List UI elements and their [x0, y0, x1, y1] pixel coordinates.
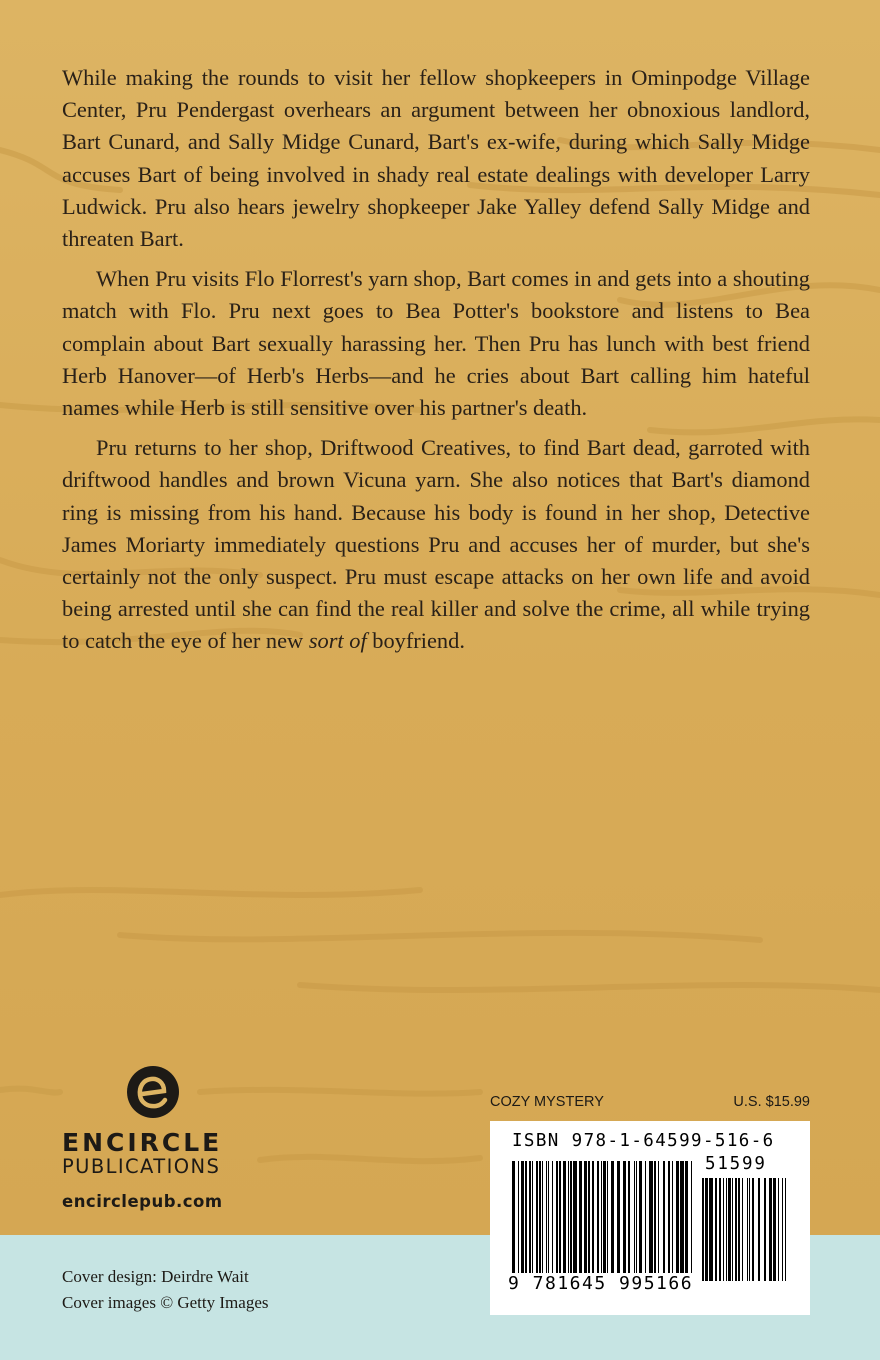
supplement-bar-2	[709, 1178, 713, 1281]
barcode-bar-9	[546, 1161, 547, 1281]
barcode-bar-36	[658, 1161, 659, 1281]
barcode-bar-42	[685, 1161, 688, 1281]
supplement-bar-8	[732, 1178, 733, 1281]
supplement-bar-18	[773, 1178, 776, 1281]
barcode-bar-22	[597, 1161, 599, 1281]
blurb-paragraph-2: When Pru visits Flo Florrest's yarn shop, Bart comes in and gets into a shouting match with Flo. Pru next goes to Bea Potter's bookstore and listens to Bea complain about Bart sexually harassing her. Then Pru has lunch with best friend Herb Hanover—of Herb's Herbs—and he cries about Bart calling him hateful names while Herb is still sensitive over his partner's death.	[62, 266, 810, 421]
barcode-bar-15	[568, 1161, 569, 1281]
supplement-bar-6	[726, 1178, 727, 1281]
barcode-bar-4	[529, 1161, 531, 1281]
supplement-bar-0	[702, 1178, 704, 1281]
e-circle-logo-icon	[126, 1065, 180, 1119]
barcode-bar-1	[518, 1161, 519, 1281]
barcode-bar-12	[556, 1161, 558, 1281]
barcode-bar-14	[563, 1161, 566, 1281]
barcode-bar-13	[559, 1161, 561, 1281]
barcode-bar-5	[532, 1161, 533, 1281]
price-supplement-digits: 51599	[705, 1154, 767, 1174]
barcode-bar-32	[639, 1161, 642, 1281]
blurb-paragraph-3-start: Pru returns to her shop, Driftwood Creatives, to find Bart dead, garroted with driftwood handles and brown Vicuna yarn. She also notices that Bart's diamond ring is missing from his hand. Because his body is found in her shop, Detective James Moriarty immediately questions Pru and accuses her of murder, but she's certainly not the only suspect. Pru must escape attacks on her own life and avoid being arrested until she can find the real killer and solve the crime, all while trying to catch the eye of her new	[62, 435, 810, 654]
barcode-bar-37	[663, 1161, 665, 1281]
supplement-bar-10	[738, 1178, 740, 1281]
supplement-barcode-bars	[702, 1178, 788, 1281]
barcode-bar-31	[636, 1161, 637, 1281]
publisher-logo	[62, 1065, 252, 1211]
barcode-bar-2	[521, 1161, 524, 1281]
barcode-bar-7	[539, 1161, 541, 1281]
barcode-bar-20	[588, 1161, 590, 1281]
supplement-bar-13	[749, 1178, 750, 1281]
supplement-bar-9	[735, 1178, 737, 1281]
barcode-bar-33	[645, 1161, 646, 1281]
genre-label: COZY MYSTERY	[490, 1094, 604, 1110]
barcode-bar-35	[654, 1161, 656, 1281]
barcode-bar-18	[579, 1161, 582, 1281]
blurb-paragraph-1: While making the rounds to visit her fellow shopkeepers in Ominpodge Village Center, Pru Pendergast overhears an argument between her obnoxious landlord, Bart Cunard, and Sally Midge Cunard, Bart's ex-wife, during which Sally Midge accuses Bart of being involved in shady real estate dealings with developer Larry Ludwick. Pru also hears jewelry shopkeeper Jake Yalley defend Sally Midge and threaten Bart.	[62, 65, 810, 252]
barcode-bar-27	[617, 1161, 620, 1281]
book-blurb	[62, 62, 810, 666]
barcode-bar-30	[634, 1161, 635, 1281]
price-label: U.S. $15.99	[733, 1094, 810, 1110]
supplement-bar-15	[758, 1178, 760, 1281]
barcode-bar-17	[573, 1161, 577, 1281]
publisher-url: encirclepub.com	[62, 1192, 223, 1211]
supplement-bar-14	[752, 1178, 754, 1281]
barcode-bar-19	[584, 1161, 587, 1281]
barcode-bar-21	[592, 1161, 594, 1281]
barcode-bar-6	[536, 1161, 538, 1281]
isbn-label: ISBN 978-1-64599-516-6	[512, 1131, 775, 1151]
supplement-bar-17	[769, 1178, 772, 1281]
supplement-bar-3	[715, 1178, 717, 1281]
barcode-bar-34	[649, 1161, 653, 1281]
barcode-bar-41	[680, 1161, 684, 1281]
barcode-bar-0	[512, 1161, 515, 1281]
barcode-bar-24	[603, 1161, 606, 1281]
barcode-bar-16	[570, 1161, 572, 1281]
ean-digits: 9 781645 995166	[508, 1273, 694, 1294]
barcode-bar-28	[623, 1161, 626, 1281]
supplement-bar-20	[782, 1178, 783, 1281]
supplement-bar-4	[719, 1178, 721, 1281]
blurb-emphasis: sort of	[308, 628, 367, 654]
barcode-bar-29	[628, 1161, 630, 1281]
barcode-bar-3	[525, 1161, 527, 1281]
ean-barcode-bars	[512, 1161, 692, 1281]
barcode-bar-25	[607, 1161, 608, 1281]
barcode-bar-11	[552, 1161, 553, 1281]
cover-images-credit: Cover images © Getty Images	[62, 1293, 269, 1312]
barcode-bar-40	[676, 1161, 679, 1281]
barcode-bar-23	[601, 1161, 602, 1281]
supplement-bar-5	[723, 1178, 724, 1281]
barcode-bar-8	[542, 1161, 543, 1281]
blurb-paragraph-3	[62, 432, 810, 657]
supplement-bar-7	[728, 1178, 731, 1281]
barcode-bar-10	[548, 1161, 549, 1281]
supplement-bar-21	[785, 1178, 786, 1281]
cover-credits	[62, 1264, 268, 1316]
supplement-bar-16	[764, 1178, 766, 1281]
supplement-bar-1	[705, 1178, 708, 1281]
barcode-bar-26	[611, 1161, 614, 1281]
blurb-paragraph-3-end: boyfriend.	[366, 628, 465, 654]
cover-design-credit: Cover design: Deirdre Wait	[62, 1267, 249, 1286]
publisher-name: ENCIRCLE	[62, 1128, 223, 1157]
barcode-bar-38	[668, 1161, 670, 1281]
barcode-box	[490, 1121, 810, 1315]
supplement-bar-12	[747, 1178, 748, 1281]
supplement-bar-11	[742, 1178, 743, 1281]
barcode-bar-43	[691, 1161, 692, 1281]
publisher-subtitle: PUBLICATIONS	[62, 1155, 221, 1178]
supplement-bar-19	[778, 1178, 779, 1281]
barcode-bar-39	[672, 1161, 673, 1281]
